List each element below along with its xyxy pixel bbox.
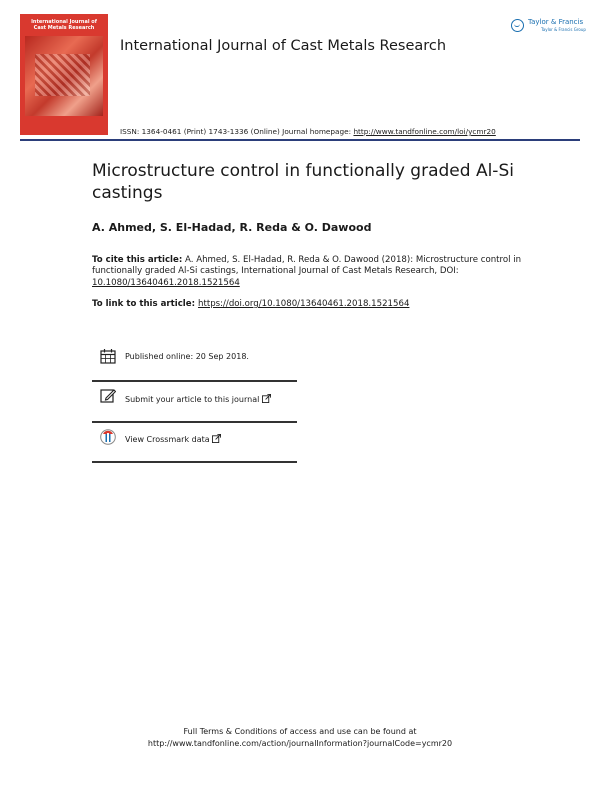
publisher-group: Taylor & Francis Group <box>541 27 586 32</box>
header-divider <box>20 139 580 141</box>
article-link-line <box>92 299 409 309</box>
citation-label: To cite this article: <box>92 255 183 265</box>
footer-terms <box>100 726 500 750</box>
article-title: Microstructure control in functionally graded Al-Si castings <box>92 161 514 203</box>
cover-artwork <box>25 36 103 116</box>
publisher-logo[interactable] <box>511 16 586 36</box>
external-link-icon <box>262 394 271 403</box>
link-label: To link to this article: <box>92 299 196 309</box>
edit-icon <box>100 388 116 404</box>
published-date: Published online: 20 Sep 2018. <box>125 352 249 361</box>
citation-doi-link[interactable]: 10.1080/13640461.2018.1521564 <box>92 277 240 288</box>
journal-homepage-link[interactable]: http://www.tandfonline.com/loi/ycmr20 <box>353 127 496 136</box>
cover-title-line1: International Journal of <box>31 19 97 25</box>
footer-terms-link[interactable]: http://www.tandfonline.com/action/journalInformation?journalCode=ycmr20 <box>147 739 453 748</box>
footer-line1: Full Terms & Conditions of access and use can be found at <box>183 727 417 736</box>
crossmark-label: View Crossmark data <box>125 435 210 444</box>
issn-line <box>120 127 496 136</box>
journal-cover-image <box>20 14 108 135</box>
citation-text: A. Ahmed, S. El-Hadad, R. Reda & O. Dawood (2018): Microstructure control in functionally graded Al-Si castings, International Journal of Cast Metals Research, DOI: <box>92 255 522 277</box>
external-link-icon <box>212 434 221 443</box>
taylor-francis-logo-icon <box>511 19 524 32</box>
issn-text: ISSN: 1364-0461 (Print) 1743-1336 (Online) Journal homepage: <box>120 127 354 136</box>
row-divider <box>92 421 297 423</box>
submit-row[interactable] <box>100 388 297 418</box>
submit-article-link[interactable] <box>125 394 271 404</box>
published-row <box>100 348 297 378</box>
article-doi-link[interactable]: https://doi.org/10.1080/13640461.2018.1521564 <box>198 299 410 309</box>
article-authors: A. Ahmed, S. El-Hadad, R. Reda & O. Dawood <box>92 221 372 234</box>
cover-title <box>20 19 108 31</box>
crossmark-icon <box>100 429 116 445</box>
submit-article-label: Submit your article to this journal <box>125 395 260 404</box>
journal-title[interactable]: International Journal of Cast Metals Research <box>120 38 447 54</box>
crossmark-link[interactable] <box>125 434 221 444</box>
publisher-name: Taylor & Francis <box>528 18 584 26</box>
row-divider <box>92 380 297 382</box>
calendar-icon <box>100 348 116 364</box>
row-divider <box>92 461 297 463</box>
cover-title-line2: Cast Metals Research <box>33 25 95 31</box>
citation-block <box>92 255 532 289</box>
crossmark-row[interactable] <box>100 429 297 459</box>
